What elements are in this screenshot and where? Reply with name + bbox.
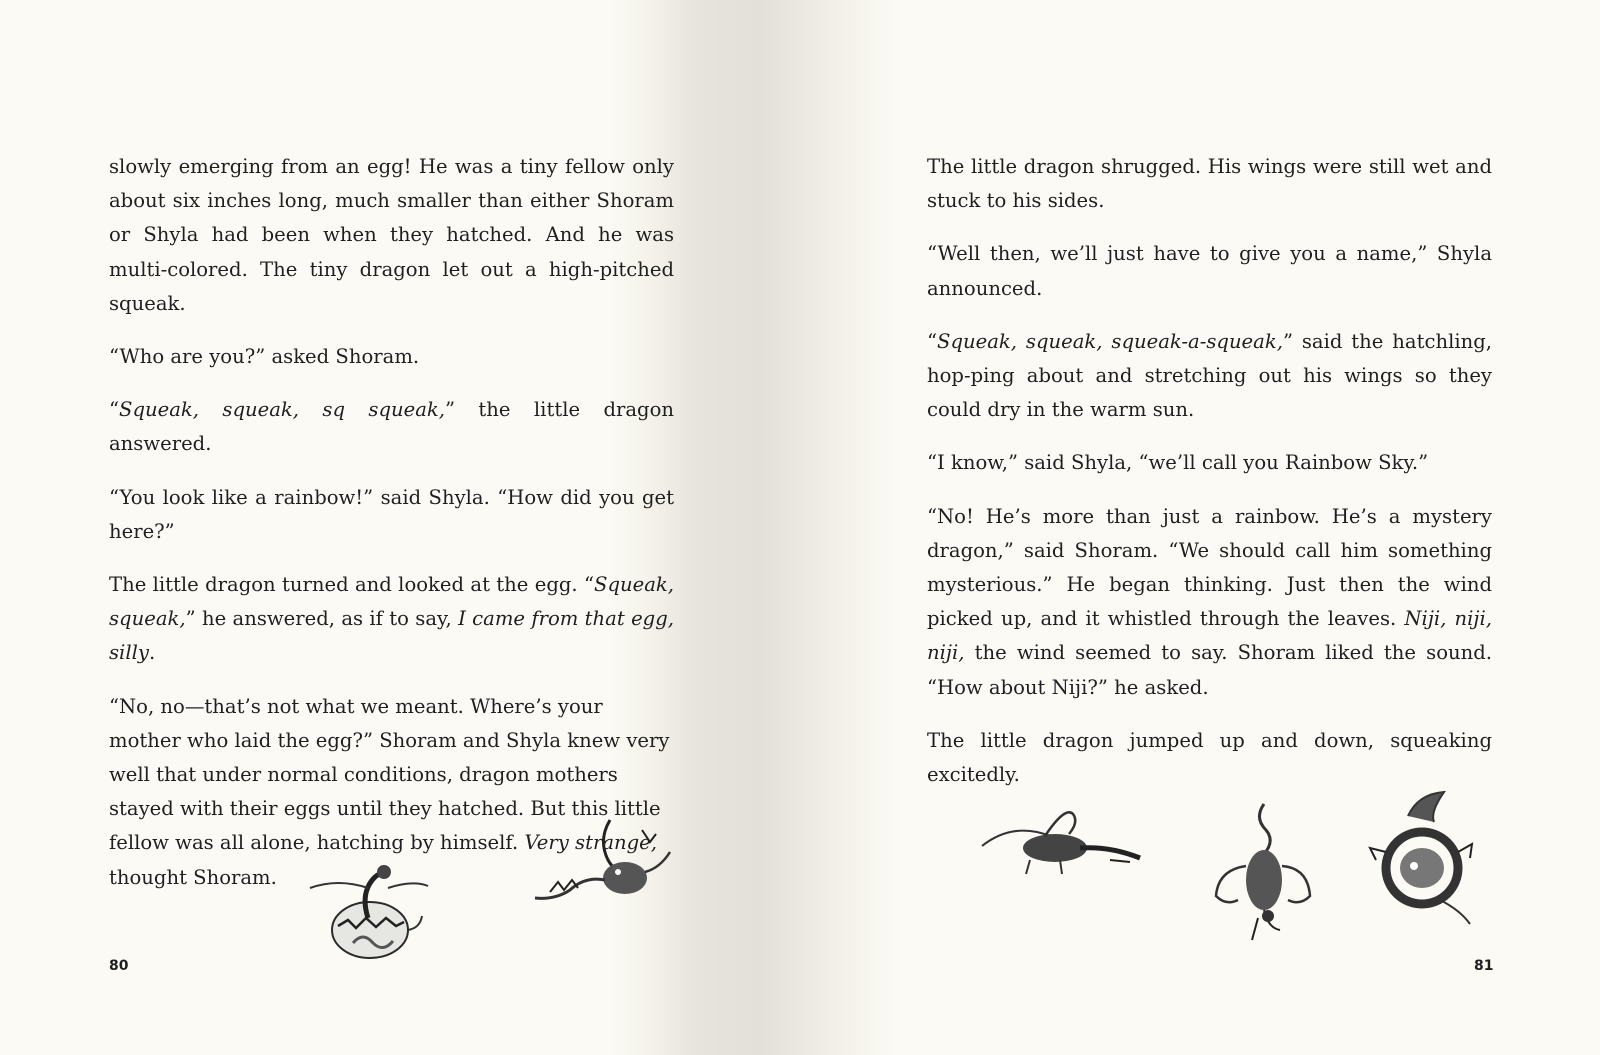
right-page-text: [927, 150, 1492, 811]
right-paragraph: “I know,” said Shyla, “we’ll call you Rainbow Sky.”: [927, 451, 1429, 475]
right-paragraph: The little dragon shrugged. His wings were still wet and stuck to his sides.: [927, 155, 1492, 213]
dragon-upside-down-illustration: [1212, 800, 1312, 948]
dragon-tumbling-illustration: [530, 810, 675, 920]
right-paragraph: “Well then, we’ll just have to give you a name,” Shyla announced.: [927, 242, 1492, 300]
right-paragraph: “Squeak, squeak, squeak-a-squeak,” said the hatchling, hop-ping about and stretching out his wings so they could dry in the warm sun.: [927, 329, 1492, 422]
left-paragraph: “Squeak, squeak, sq squeak,” the little dragon answered.: [109, 398, 675, 456]
left-paragraph: The little dragon turned and looked at the egg. “Squeak, squeak,” he answered, as if to say, I came from that egg, silly.: [109, 573, 674, 665]
left-paragraph: “Who are you?” asked Shoram.: [109, 345, 420, 369]
left-paragraph: “You look like a rainbow!” said Shyla. “How did you get here?”: [109, 485, 674, 543]
dragon-curled-illustration: [1360, 790, 1480, 938]
page-number-right: 81: [1474, 958, 1494, 974]
right-paragraph: The little dragon jumped up and down, squeaking excitedly.: [927, 728, 1492, 787]
page-number-left: 80: [109, 958, 129, 974]
left-page-text: [109, 150, 674, 914]
left-paragraph: slowly emerging from an egg! He was a tiny fellow only about six inches long, much smaller than either Shoram or Shyla had been when they hatched. And he was multi-colored. The tiny dragon let out a high-pitched squeak.: [109, 155, 674, 315]
dragon-crouching-illustration: [980, 808, 1150, 888]
dragon-hatching-from-egg-illustration: [308, 848, 433, 963]
left-paragraph: “No, no—that’s not what we meant. Where’s your mother who laid the egg?” Shoram and Shyla knew very well that under normal conditions, dragon mothers stayed with their eggs until they hatched. But this little fellow was all alone, hatching by himself. Very strange, thought Shoram.: [109, 694, 670, 889]
right-paragraph: “No! He’s more than just a rainbow. He’s a mystery dragon,” said Shoram. “We should call him something mysterious.” He began thinking. Just then the wind picked up, and it whistled through the leaves. Niji, niji, niji, the wind seemed to say. Shoram liked the sound. “How about Niji?” he asked.: [927, 504, 1492, 699]
